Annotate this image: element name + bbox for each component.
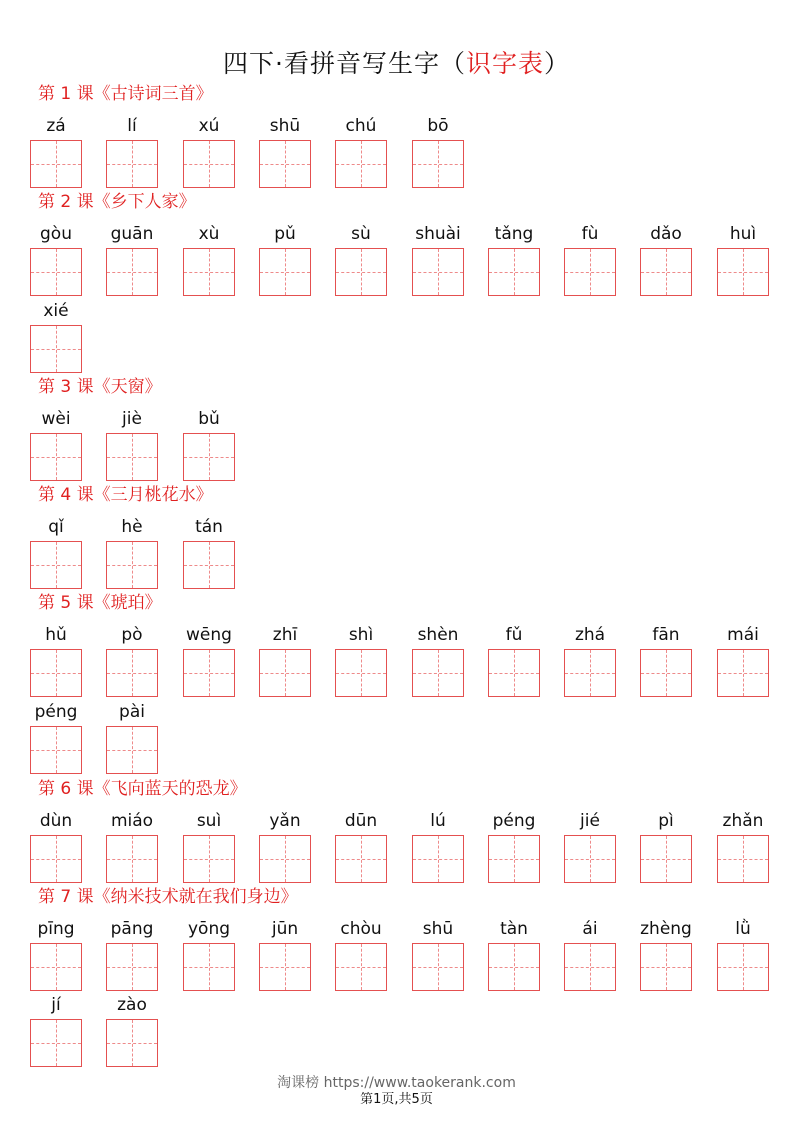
pinyin-label: zhǎn: [722, 811, 764, 831]
pinyin-label: zhī: [272, 625, 298, 645]
pinyin-label: suì: [196, 811, 222, 831]
writing-grid-box[interactable]: [30, 433, 82, 481]
writing-grid-box[interactable]: [183, 835, 235, 883]
writing-grid-box[interactable]: [564, 943, 616, 991]
writing-grid-box[interactable]: [30, 541, 82, 589]
writing-grid-box[interactable]: [335, 649, 387, 697]
pinyin-label: péng: [492, 811, 536, 831]
pinyin-label: bō: [427, 116, 449, 136]
writing-grid-box[interactable]: [488, 248, 540, 296]
pinyin-label: sù: [351, 224, 371, 244]
writing-grid-box[interactable]: [259, 943, 311, 991]
writing-grid-box[interactable]: [259, 248, 311, 296]
title-close: ）: [543, 49, 570, 78]
writing-grid-box[interactable]: [640, 835, 692, 883]
writing-grid-box[interactable]: [106, 248, 158, 296]
pinyin-label: xù: [198, 224, 220, 244]
pinyin-label: pāng: [110, 919, 154, 939]
pinyin-label: tàn: [500, 919, 528, 939]
pinyin-label: dùn: [39, 811, 73, 831]
pinyin-label: lǜ: [735, 919, 751, 939]
writing-grid-box[interactable]: [335, 140, 387, 188]
lesson-heading: 第 1 课《古诗词三首》: [38, 84, 213, 104]
pinyin-label: chú: [345, 116, 377, 136]
writing-grid-box[interactable]: [564, 248, 616, 296]
footer-page-number: 第1页,共5页: [360, 1092, 433, 1107]
writing-grid-box[interactable]: [106, 433, 158, 481]
pinyin-label: dūn: [344, 811, 378, 831]
writing-grid-box[interactable]: [412, 248, 464, 296]
pinyin-label: hè: [121, 517, 143, 537]
pinyin-label: péng: [34, 702, 78, 722]
writing-grid-box[interactable]: [564, 835, 616, 883]
footer-site: 淘课榜 https://www.taokerank.com: [277, 1075, 516, 1091]
pinyin-label: xié: [43, 301, 69, 321]
pinyin-label: zhá: [574, 625, 606, 645]
lesson-heading: 第 4 课《三月桃花水》: [38, 485, 213, 505]
writing-grid-box[interactable]: [183, 649, 235, 697]
pinyin-label: tán: [195, 517, 223, 537]
writing-grid-box[interactable]: [106, 726, 158, 774]
pinyin-label: bǔ: [198, 409, 220, 429]
pinyin-label: fǔ: [505, 625, 523, 645]
pinyin-label: wēng: [186, 625, 232, 645]
writing-grid-box[interactable]: [488, 943, 540, 991]
pinyin-label: qǐ: [48, 517, 64, 537]
writing-grid-box[interactable]: [30, 140, 82, 188]
writing-grid-box[interactable]: [30, 726, 82, 774]
pinyin-label: shèn: [417, 625, 459, 645]
pinyin-label: fù: [581, 224, 599, 244]
writing-grid-box[interactable]: [259, 649, 311, 697]
writing-grid-box[interactable]: [717, 835, 769, 883]
writing-grid-box[interactable]: [640, 943, 692, 991]
pinyin-label: jié: [580, 811, 600, 831]
title-main: 四下·看拼音写生字（: [223, 49, 466, 78]
pinyin-label: shuài: [415, 224, 461, 244]
pinyin-label: mái: [727, 625, 759, 645]
pinyin-label: fān: [652, 625, 680, 645]
lesson-heading: 第 2 课《乡下人家》: [38, 192, 196, 212]
pinyin-label: yǎn: [269, 811, 301, 831]
pinyin-label: guān: [110, 224, 154, 244]
pinyin-label: wèi: [41, 409, 71, 429]
writing-grid-box[interactable]: [106, 835, 158, 883]
writing-grid-box[interactable]: [183, 541, 235, 589]
writing-grid-box[interactable]: [335, 835, 387, 883]
pinyin-label: pò: [121, 625, 143, 645]
writing-grid-box[interactable]: [106, 140, 158, 188]
writing-grid-box[interactable]: [106, 1019, 158, 1067]
writing-grid-box[interactable]: [30, 325, 82, 373]
writing-grid-box[interactable]: [488, 649, 540, 697]
pinyin-label: shì: [348, 625, 374, 645]
writing-grid-box[interactable]: [564, 649, 616, 697]
writing-grid-box[interactable]: [183, 943, 235, 991]
pinyin-label: jiè: [122, 409, 142, 429]
pinyin-label: ái: [582, 919, 598, 939]
writing-grid-box[interactable]: [30, 943, 82, 991]
pinyin-label: huì: [729, 224, 757, 244]
writing-grid-box[interactable]: [106, 649, 158, 697]
lesson-heading: 第 3 课《天窗》: [38, 377, 162, 397]
pinyin-label: zhèng: [640, 919, 692, 939]
pinyin-label: lú: [430, 811, 446, 831]
pinyin-label: zào: [117, 995, 147, 1015]
writing-grid-box[interactable]: [412, 835, 464, 883]
pinyin-label: lí: [127, 116, 137, 136]
writing-grid-box[interactable]: [30, 835, 82, 883]
pinyin-label: hǔ: [45, 625, 67, 645]
lesson-heading: 第 5 课《琥珀》: [38, 593, 162, 613]
pinyin-label: yōng: [187, 919, 231, 939]
pinyin-label: pīng: [37, 919, 75, 939]
writing-grid-box[interactable]: [259, 140, 311, 188]
pinyin-label: pài: [119, 702, 145, 722]
writing-grid-box[interactable]: [183, 140, 235, 188]
writing-grid-box[interactable]: [640, 649, 692, 697]
pinyin-label: jūn: [271, 919, 299, 939]
writing-grid-box[interactable]: [335, 248, 387, 296]
page-title: [0, 44, 793, 80]
writing-grid-box[interactable]: [106, 943, 158, 991]
writing-grid-box[interactable]: [488, 835, 540, 883]
lesson-heading: 第 6 课《飞向蓝天的恐龙》: [38, 779, 247, 799]
pinyin-label: pǔ: [274, 224, 296, 244]
pinyin-label: shū: [422, 919, 454, 939]
writing-grid-box[interactable]: [183, 248, 235, 296]
pinyin-label: gòu: [40, 224, 72, 244]
pinyin-label: chòu: [340, 919, 382, 939]
writing-grid-box[interactable]: [259, 835, 311, 883]
pinyin-label: xú: [198, 116, 220, 136]
pinyin-label: jí: [51, 995, 61, 1015]
lesson-heading: 第 7 课《纳米技术就在我们身边》: [38, 887, 298, 907]
writing-grid-box[interactable]: [183, 433, 235, 481]
pinyin-label: dǎo: [650, 224, 682, 244]
writing-grid-box[interactable]: [640, 248, 692, 296]
title-accent: 识字表: [465, 49, 544, 78]
pinyin-label: shū: [269, 116, 301, 136]
pinyin-label: zá: [46, 116, 66, 136]
pinyin-label: miáo: [110, 811, 154, 831]
writing-grid-box[interactable]: [106, 541, 158, 589]
writing-grid-box[interactable]: [30, 649, 82, 697]
writing-grid-box[interactable]: [412, 140, 464, 188]
writing-grid-box[interactable]: [717, 943, 769, 991]
writing-grid-box[interactable]: [412, 649, 464, 697]
writing-grid-box[interactable]: [412, 943, 464, 991]
writing-grid-box[interactable]: [30, 248, 82, 296]
writing-grid-box[interactable]: [30, 1019, 82, 1067]
writing-grid-box[interactable]: [717, 248, 769, 296]
pinyin-label: tǎng: [494, 224, 534, 244]
writing-grid-box[interactable]: [335, 943, 387, 991]
pinyin-label: pì: [658, 811, 674, 831]
writing-grid-box[interactable]: [717, 649, 769, 697]
